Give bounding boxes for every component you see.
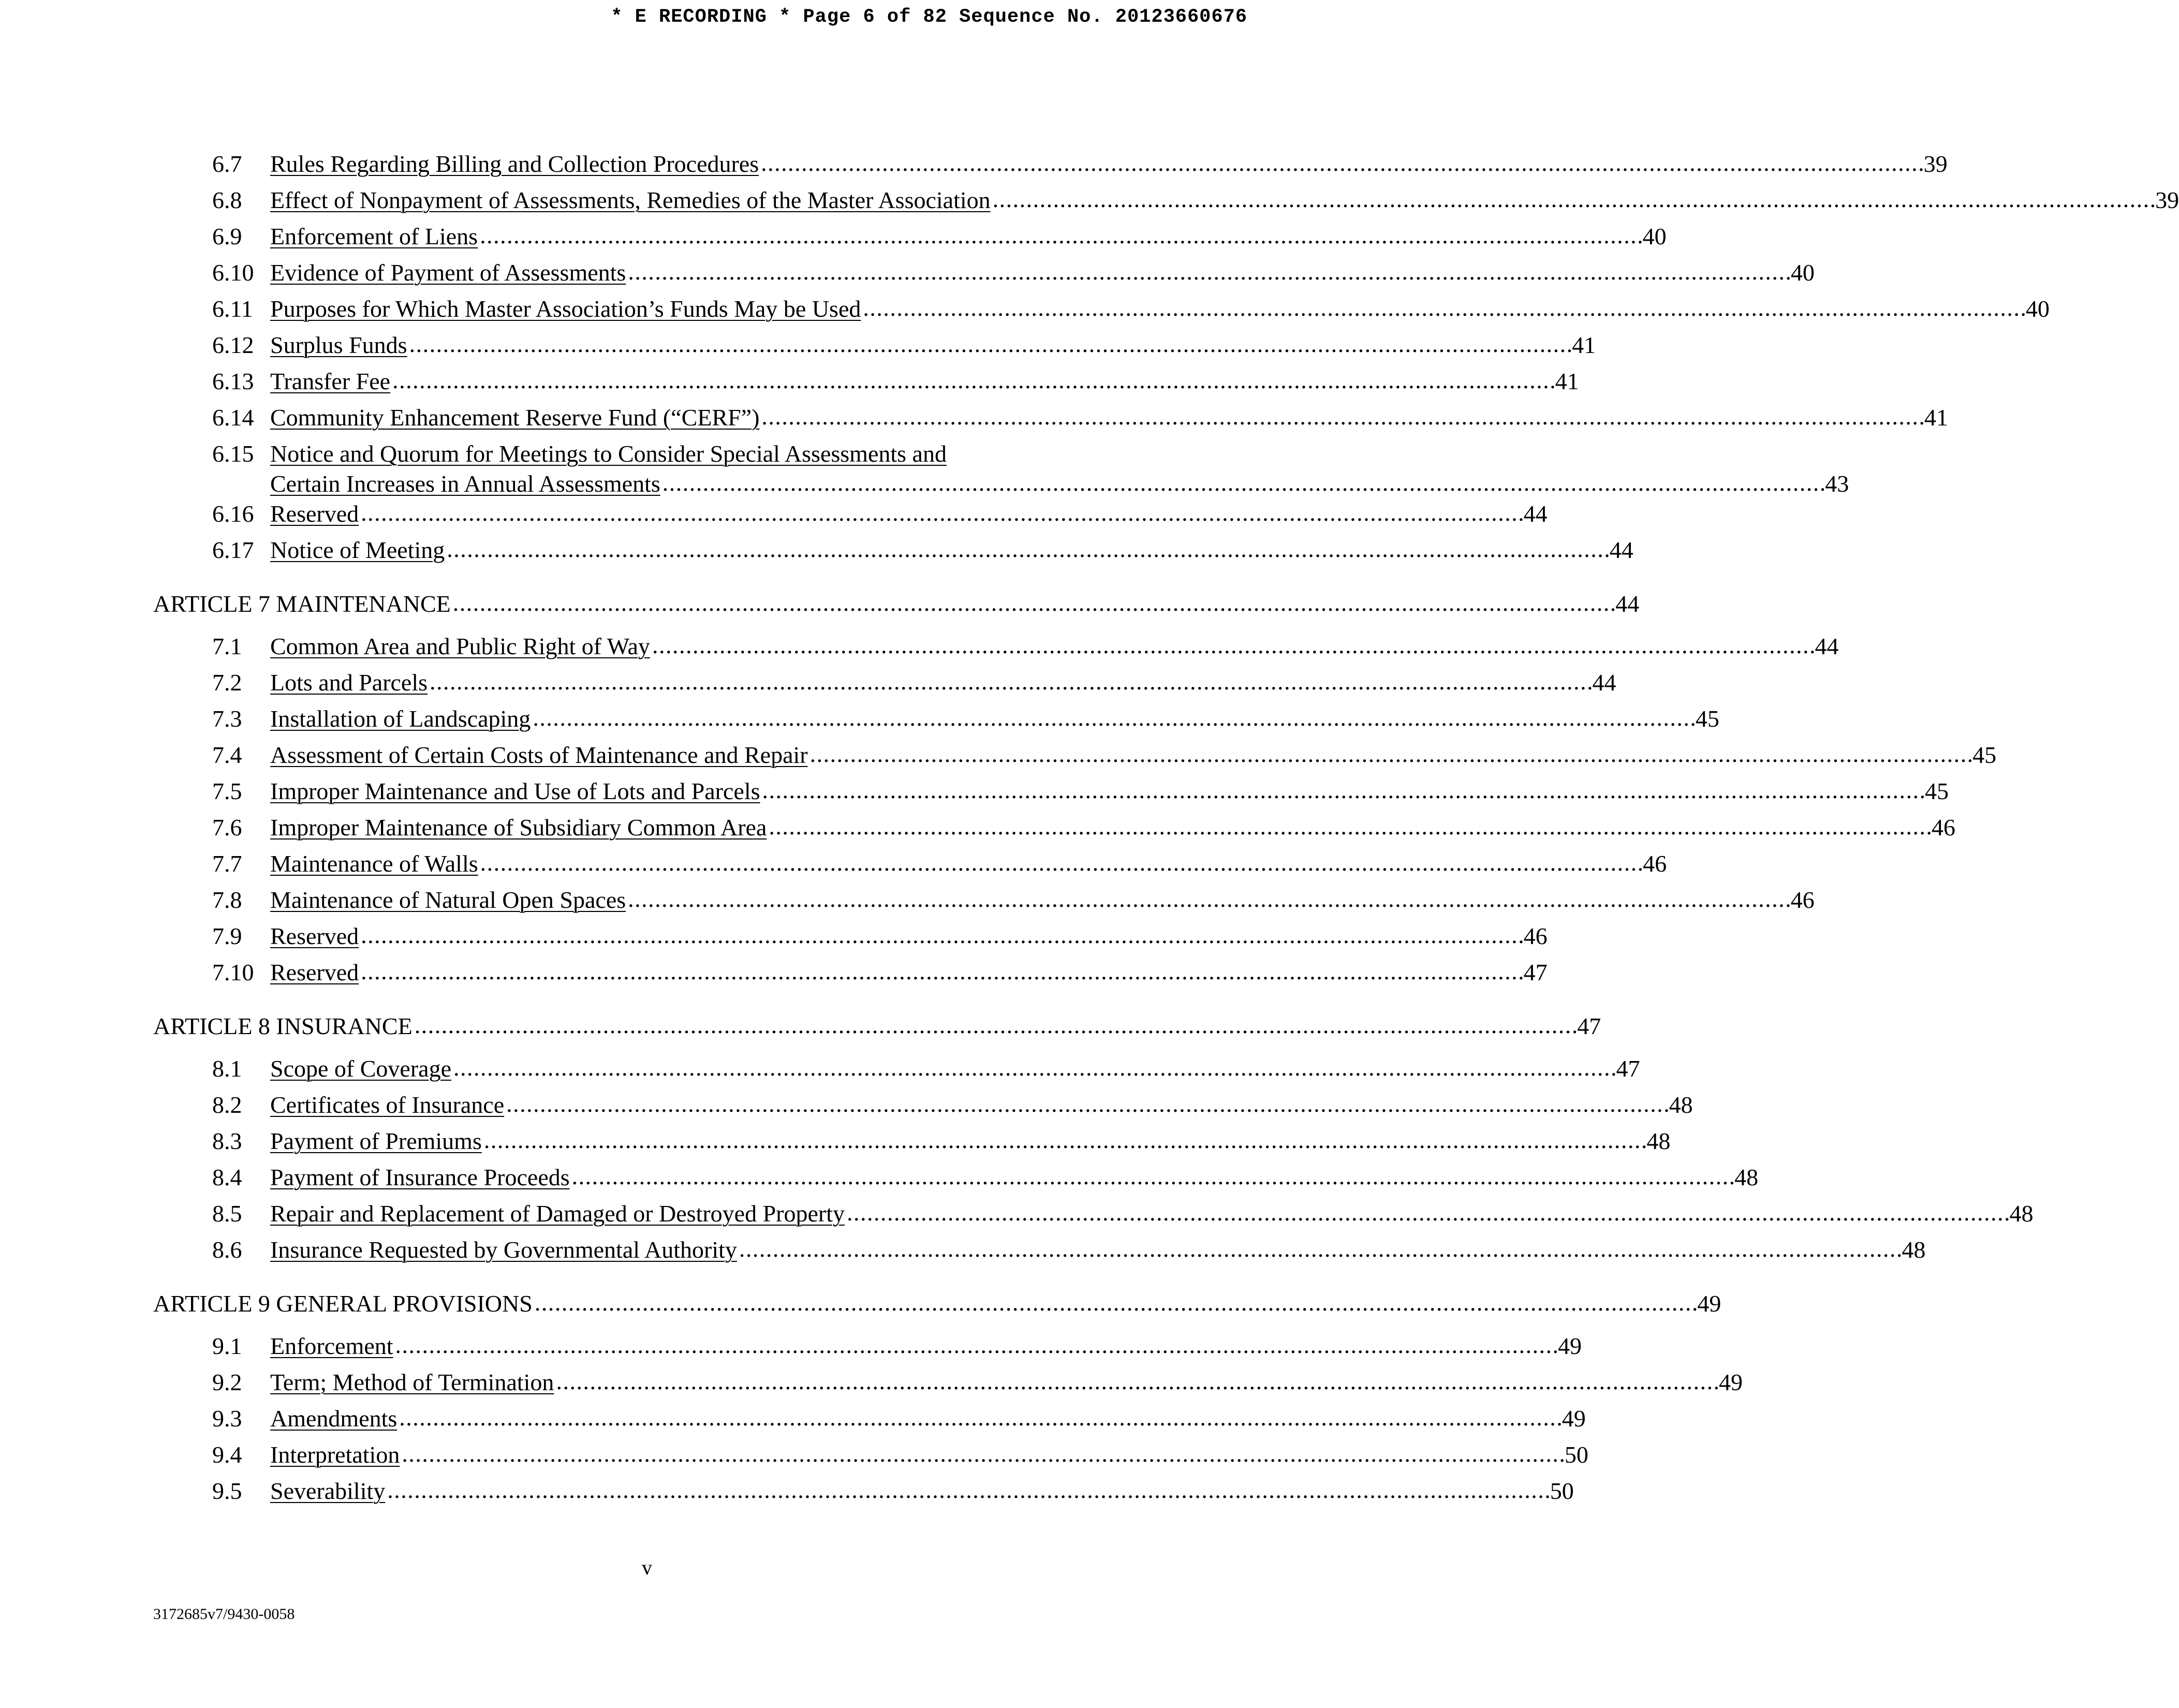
toc-entry-page: 47 — [1523, 959, 1548, 985]
toc-entry[interactable] — [153, 704, 1719, 740]
toc-entry-page: 48 — [1646, 1128, 1671, 1154]
toc-entry-page: 44 — [1523, 500, 1548, 527]
toc-entry-number: 6.10 — [212, 259, 254, 286]
toc-entry-title: Insurance Requested by Governmental Authority — [270, 1236, 737, 1263]
dot-leader — [399, 1403, 1560, 1433]
toc-entry-title: Common Area and Public Right of Way — [270, 633, 650, 659]
toc-entry-number: 8.4 — [212, 1164, 242, 1190]
toc-entry[interactable] — [153, 1440, 1588, 1476]
toc-entry-title: Repair and Replacement of Damaged or Destroyed Property — [270, 1200, 845, 1227]
toc-entry-page: 50 — [1550, 1478, 1574, 1504]
toc-entry-title: Assessment of Certain Costs of Maintenance and Repair — [270, 742, 808, 768]
toc-entry-number: 6.15 — [212, 440, 254, 467]
toc-entry[interactable] — [153, 668, 1616, 704]
toc-entry-title: Improper Maintenance and Use of Lots and Parcels — [270, 778, 760, 804]
toc-entry-title: Maintenance of Natural Open Spaces — [270, 887, 626, 913]
toc-entry[interactable] — [153, 1331, 1582, 1367]
toc-entry-page: 48 — [2009, 1200, 2034, 1227]
toc-entry[interactable] — [153, 499, 1548, 535]
toc-entry-page: 47 — [1616, 1055, 1640, 1082]
toc-entry[interactable] — [153, 631, 1839, 668]
toc-entry-page: 41 — [1572, 332, 1596, 358]
toc-entry-page: 43 — [1825, 470, 1849, 497]
dot-leader — [361, 498, 1522, 528]
dot-leader — [533, 703, 1694, 733]
toc-entry[interactable] — [153, 366, 1579, 403]
dot-leader — [993, 184, 2154, 214]
toc-entry-number: 8.3 — [212, 1128, 242, 1154]
toc-entry-page: 40 — [1642, 223, 1667, 249]
dot-leader — [863, 293, 2024, 323]
toc-entry[interactable] — [153, 1476, 1574, 1512]
toc-entry-title: Evidence of Payment of Assessments — [270, 259, 626, 286]
toc-entry-page: 47 — [1577, 1013, 1601, 1039]
dot-leader — [739, 1234, 1900, 1264]
toc-entry-page: 46 — [1790, 887, 1815, 913]
toc-entry[interactable] — [153, 1054, 1640, 1090]
document-id: 3172685v7/9430-0058 — [153, 1606, 295, 1623]
toc-entry-number: 7.10 — [212, 959, 254, 985]
dot-leader — [409, 329, 1570, 359]
dot-leader — [392, 365, 1553, 395]
dot-leader — [402, 1439, 1563, 1469]
toc-entry[interactable] — [153, 849, 1667, 885]
toc-entry[interactable] — [153, 330, 1596, 366]
toc-entry-number: 7.3 — [212, 705, 242, 732]
dot-leader — [762, 775, 1923, 805]
toc-entry-title: Enforcement — [270, 1333, 393, 1359]
toc-entry[interactable] — [153, 439, 1849, 499]
toc-entry[interactable] — [153, 885, 1815, 921]
toc-entry-number: 8.6 — [212, 1236, 242, 1263]
toc-entry-page: 40 — [1790, 259, 1815, 286]
toc-entry-page: 49 — [1718, 1369, 1743, 1395]
toc-entry-number: 7.2 — [212, 669, 242, 696]
toc-entry-title: Payment of Insurance Proceeds — [270, 1164, 570, 1190]
dot-leader — [572, 1161, 1733, 1191]
toc-entry[interactable] — [153, 294, 2050, 330]
toc-entry-page: 48 — [1669, 1092, 1693, 1118]
toc-entry-number: 6.17 — [212, 537, 254, 563]
toc-entry-title: Certificates of Insurance — [270, 1092, 505, 1118]
toc-entry-number: 6.14 — [212, 404, 254, 431]
toc-entry-page: 41 — [1555, 368, 1579, 394]
toc-entry-page: 45 — [1972, 742, 1997, 768]
toc-entry-number: 7.1 — [212, 633, 242, 659]
dot-leader — [662, 468, 1823, 498]
toc-entry[interactable] — [153, 222, 1667, 258]
toc-entry-title: Installation of Landscaping — [270, 705, 531, 732]
toc-entry-number: 6.9 — [212, 223, 242, 249]
dot-leader — [556, 1366, 1717, 1396]
dot-leader — [761, 148, 1922, 178]
page-number: v — [642, 1556, 652, 1579]
toc-entry-title: Notice of Meeting — [270, 537, 445, 563]
toc-entry[interactable] — [153, 740, 1997, 776]
toc-entry-page: 46 — [1931, 814, 1955, 841]
toc-entry[interactable] — [153, 185, 2179, 222]
toc-entry-page: 46 — [1643, 850, 1667, 877]
toc-entry-title: ARTICLE 8 INSURANCE — [153, 1013, 413, 1039]
toc-entry-title: Lots and Parcels — [270, 669, 428, 696]
toc-entry-title: Improper Maintenance of Subsidiary Common Area — [270, 814, 767, 841]
toc-entry-number: 9.5 — [212, 1478, 242, 1504]
dot-leader — [415, 1010, 1576, 1040]
toc-entry-number: 9.3 — [212, 1405, 242, 1432]
toc-entry-number: 6.11 — [212, 296, 253, 322]
dot-leader — [847, 1198, 2008, 1228]
toc-entry-page: 44 — [1609, 537, 1633, 563]
toc-entry-number: 6.7 — [212, 151, 242, 177]
dot-leader — [480, 848, 1641, 878]
toc-entry-number: 7.4 — [212, 742, 242, 768]
dot-leader — [810, 739, 1971, 769]
toc-entry-page: 45 — [1695, 705, 1719, 732]
toc-entry-page: 46 — [1523, 923, 1548, 949]
toc-entry-page: 44 — [1615, 591, 1640, 617]
toc-entry-title: Maintenance of Walls — [270, 850, 478, 877]
toc-entry-page: 45 — [1925, 778, 1949, 804]
toc-entry-title: Scope of Coverage — [270, 1055, 451, 1082]
toc-entry-number: 7.5 — [212, 778, 242, 804]
recording-header: * E RECORDING * Page 6 of 82 Sequence No. 20123660676 — [611, 6, 1247, 28]
toc-entry-number: 9.1 — [212, 1333, 242, 1359]
toc-article-heading[interactable] — [153, 589, 1640, 625]
toc-entry[interactable] — [153, 1199, 2034, 1235]
table-of-contents — [153, 149, 2179, 1512]
toc-entry[interactable] — [153, 1404, 1586, 1440]
toc-entry-page: 44 — [1815, 633, 1839, 659]
toc-entry[interactable] — [153, 258, 1815, 294]
toc-entry-number: 7.9 — [212, 923, 242, 949]
toc-entry-page: 41 — [1924, 404, 1948, 431]
dot-leader — [453, 588, 1614, 618]
toc-entry-number: 7.8 — [212, 887, 242, 913]
dot-leader — [430, 667, 1591, 697]
toc-entry-title: Community Enhancement Reserve Fund (“CERF”) — [270, 404, 760, 431]
toc-entry-number: 6.13 — [212, 368, 254, 394]
toc-entry[interactable] — [153, 535, 1633, 571]
toc-entry-number: 8.2 — [212, 1092, 242, 1118]
toc-entry-page: 48 — [1902, 1236, 1926, 1263]
toc-entry-number: 6.12 — [212, 332, 254, 358]
toc-entry-number: 7.6 — [212, 814, 242, 841]
toc-entry-number: 9.4 — [212, 1441, 242, 1468]
toc-entry-title: ARTICLE 7 MAINTENANCE — [153, 591, 451, 617]
dot-leader — [652, 630, 1813, 660]
toc-entry-page: 49 — [1562, 1405, 1586, 1432]
dot-leader — [361, 920, 1522, 950]
toc-entry-title: Rules Regarding Billing and Collection Procedures — [270, 151, 759, 177]
toc-entry-title: Certain Increases in Annual Assessments — [270, 470, 660, 497]
toc-entry[interactable] — [153, 1126, 1671, 1162]
toc-entry-page: 50 — [1564, 1441, 1588, 1468]
toc-entry-title: ARTICLE 9 GENERAL PROVISIONS — [153, 1290, 533, 1317]
dot-leader — [395, 1330, 1556, 1360]
toc-entry[interactable] — [153, 1090, 1693, 1126]
toc-entry-title: Amendments — [270, 1405, 397, 1432]
toc-entry-title: Interpretation — [270, 1441, 400, 1468]
dot-leader — [447, 534, 1608, 564]
toc-entry[interactable] — [153, 403, 1948, 439]
toc-entry-number: 7.7 — [212, 850, 242, 877]
dot-leader — [361, 956, 1522, 986]
toc-entry-page: 39 — [2155, 187, 2179, 213]
toc-entry[interactable] — [153, 1367, 1743, 1404]
toc-entry-page: 39 — [1923, 151, 1948, 177]
toc-entry-number: 9.2 — [212, 1369, 242, 1395]
toc-entry-title: Surplus Funds — [270, 332, 407, 358]
dot-leader — [769, 812, 1930, 842]
toc-entry[interactable] — [153, 1162, 1759, 1199]
toc-entry-title: Reserved — [270, 923, 359, 949]
toc-entry[interactable] — [153, 958, 1548, 994]
dot-leader — [628, 884, 1789, 914]
dot-leader — [506, 1089, 1667, 1119]
toc-entry-title: Enforcement of Liens — [270, 223, 478, 249]
toc-entry-title: Reserved — [270, 500, 359, 527]
toc-entry-page: 40 — [2025, 296, 2050, 322]
toc-entry-page: 49 — [1558, 1333, 1582, 1359]
toc-entry-number: 6.16 — [212, 500, 254, 527]
toc-entry-title: Term; Method of Termination — [270, 1369, 554, 1395]
toc-entry-title: Payment of Premiums — [270, 1128, 482, 1154]
dot-leader — [480, 220, 1641, 251]
toc-entry[interactable] — [153, 921, 1548, 958]
dot-leader — [628, 257, 1789, 287]
toc-entry-number: 8.5 — [212, 1200, 242, 1227]
dot-leader — [761, 402, 1922, 432]
toc-entry-title: Purposes for Which Master Association’s Funds May be Used — [270, 296, 861, 322]
toc-entry-page: 49 — [1697, 1290, 1721, 1317]
toc-entry-page: 44 — [1592, 669, 1616, 696]
toc-entry-title: Reserved — [270, 959, 359, 985]
toc-entry[interactable] — [153, 813, 1955, 849]
toc-article-heading[interactable] — [153, 1289, 1721, 1325]
toc-article-heading[interactable] — [153, 1011, 1601, 1048]
toc-entry-title: Severability — [270, 1478, 386, 1504]
toc-entry-title: Effect of Nonpayment of Assessments, Remedies of the Master Association — [270, 187, 991, 213]
dot-leader — [453, 1053, 1614, 1083]
dot-leader — [535, 1288, 1696, 1318]
toc-entry[interactable] — [153, 149, 1948, 185]
toc-entry-title: Transfer Fee — [270, 368, 391, 394]
dot-leader — [387, 1475, 1548, 1505]
toc-entry-number: 8.1 — [212, 1055, 242, 1082]
toc-entry-number: 6.8 — [212, 187, 242, 213]
toc-entry[interactable] — [153, 776, 1949, 813]
toc-entry-page: 48 — [1734, 1164, 1759, 1190]
toc-entry[interactable] — [153, 1235, 1926, 1271]
toc-entry-title: Notice and Quorum for Meetings to Consider Special Assessments and — [270, 440, 947, 467]
dot-leader — [484, 1125, 1645, 1155]
